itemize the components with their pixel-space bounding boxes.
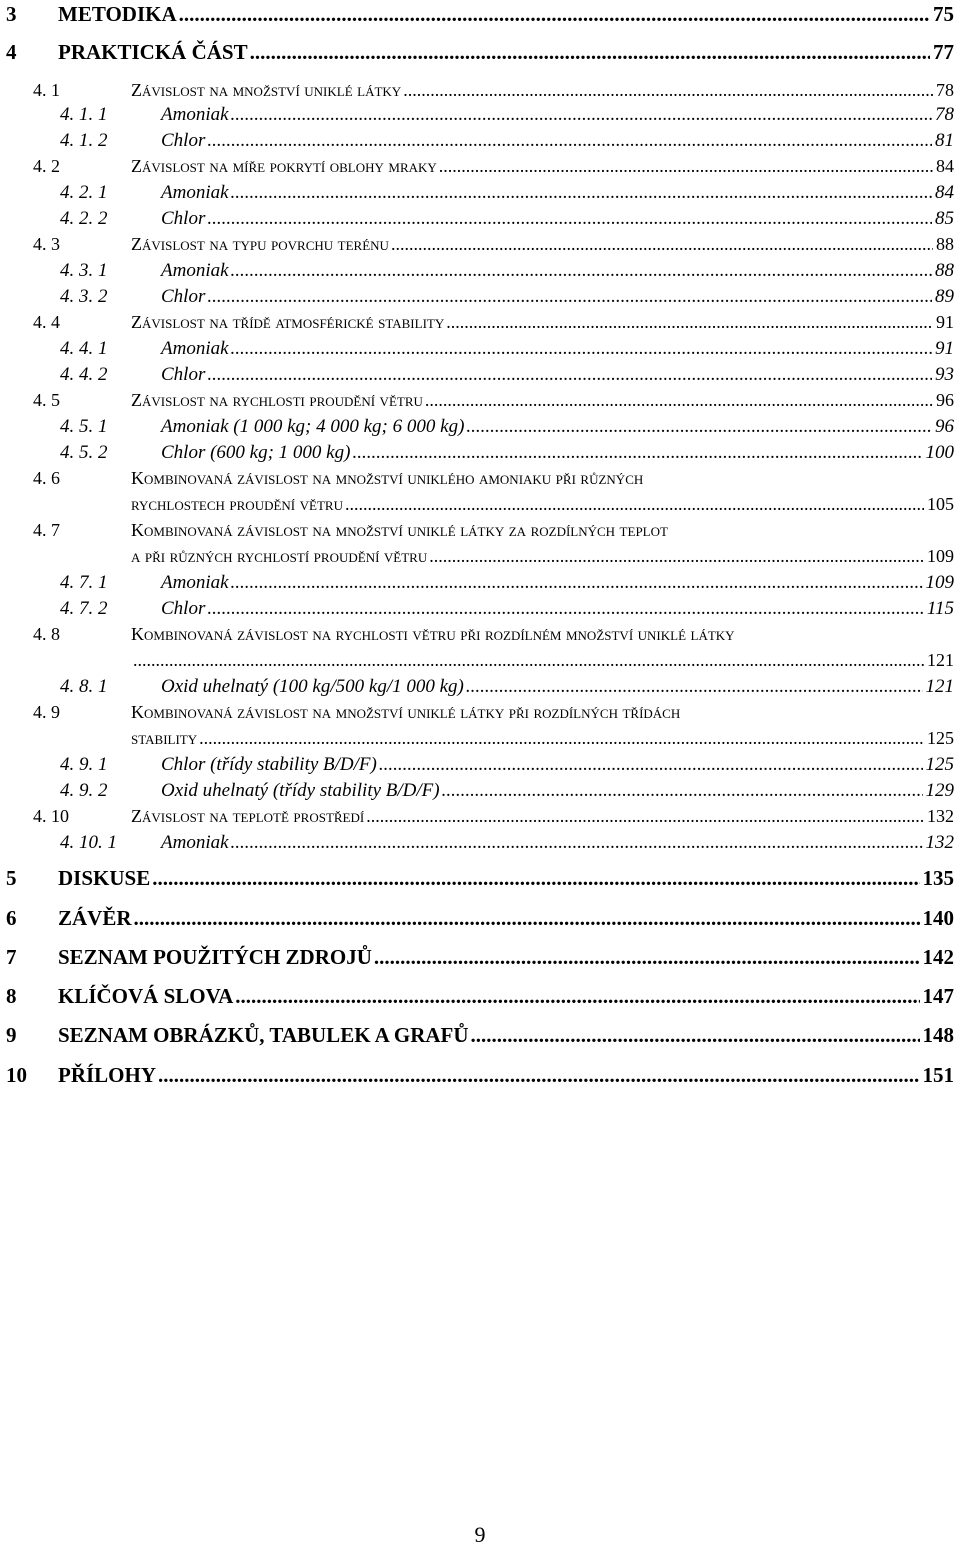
toc-entry-number: 7 bbox=[6, 945, 17, 969]
toc-entry-number: 4. 2 bbox=[33, 156, 60, 176]
dot-leader bbox=[466, 416, 932, 438]
toc-entry-title: Chlor bbox=[161, 208, 206, 229]
dot-leader bbox=[231, 260, 932, 282]
toc-entry-title: Závislost na teplotě prostředí bbox=[131, 806, 365, 826]
toc-entry[interactable] bbox=[0, 984, 960, 1014]
toc-entry-title: Závislost na míře pokrytí oblohy mraky bbox=[131, 156, 437, 176]
toc-entry-title: Amoniak (1 000 kg; 4 000 kg; 6 000 kg) bbox=[161, 416, 465, 437]
toc-entry-title: PŘÍLOHY bbox=[58, 1063, 157, 1087]
toc-entry-title: Amoniak bbox=[161, 260, 229, 281]
dot-leader bbox=[134, 906, 920, 931]
dot-leader bbox=[442, 780, 923, 802]
toc-entry-page: 109 bbox=[925, 572, 954, 593]
toc-entry-page: 105 bbox=[927, 494, 954, 514]
toc-entry-title: Amoniak bbox=[161, 572, 229, 593]
toc-entry-title: Amoniak bbox=[161, 338, 229, 359]
dot-leader bbox=[250, 40, 930, 65]
dot-leader bbox=[207, 130, 932, 152]
toc-entry-number: 4. 3. 2 bbox=[60, 286, 108, 307]
dot-leader bbox=[352, 442, 922, 464]
toc-entry[interactable] bbox=[0, 1023, 960, 1053]
toc-entry-title: Oxid uhelnatý (třídy stability B/D/F) bbox=[161, 780, 440, 801]
toc-entry-number: 4. 10. 1 bbox=[60, 832, 117, 853]
toc-entry-title: Chlor bbox=[161, 598, 206, 619]
toc-entry-page: 121 bbox=[925, 676, 954, 697]
toc-entry-title: Kombinovaná závislost na množství uniklé látky za rozdílných teplot bbox=[131, 520, 668, 540]
toc-entry-page: 78 bbox=[935, 104, 954, 125]
toc-entry-number: 9 bbox=[6, 1023, 17, 1047]
toc-entry-title: Závislost na množství uniklé látky bbox=[131, 80, 402, 100]
toc-entry-number: 4. 10 bbox=[33, 806, 69, 826]
toc-entry-number: 6 bbox=[6, 906, 17, 930]
toc-entry-page: 151 bbox=[922, 1063, 954, 1087]
toc-entry-page: 93 bbox=[935, 364, 954, 385]
toc-entry-page: 147 bbox=[922, 984, 954, 1008]
toc-entry-number: 4. 8. 1 bbox=[60, 676, 108, 697]
toc-entry-title: Chlor bbox=[161, 286, 206, 307]
toc-entry-page: 132 bbox=[925, 832, 954, 853]
toc-entry-number: 4 bbox=[6, 40, 17, 64]
dot-leader bbox=[231, 104, 932, 126]
toc-entry-page: 91 bbox=[936, 312, 954, 332]
toc-entry-title: a při různých rychlostí proudění větru bbox=[131, 546, 428, 566]
dot-leader bbox=[207, 208, 932, 230]
toc-entry-title: Kombinovaná závislost na množství uniklé látky při rozdílných třídách bbox=[131, 702, 681, 722]
dot-leader bbox=[235, 984, 919, 1009]
dot-leader bbox=[207, 598, 924, 620]
toc-entry-number: 4. 1 bbox=[33, 80, 60, 100]
toc-entry-number: 4. 8 bbox=[33, 624, 60, 644]
toc-entry[interactable] bbox=[0, 40, 960, 70]
toc-entry-number: 4. 4 bbox=[33, 312, 60, 332]
toc-entry-page: 125 bbox=[927, 728, 954, 748]
dot-leader bbox=[366, 806, 924, 827]
toc-entry-title: Kombinovaná závislost na rychlosti větru při rozdílném množství uniklé látky bbox=[131, 624, 735, 644]
toc-entry-number: 4. 4. 1 bbox=[60, 338, 108, 359]
dot-leader bbox=[439, 156, 933, 177]
toc-entry[interactable] bbox=[0, 832, 960, 862]
toc-entry-title: stability bbox=[131, 728, 198, 748]
toc-entry-page: 88 bbox=[935, 260, 954, 281]
page-number: 9 bbox=[474, 1522, 486, 1547]
dot-leader bbox=[403, 80, 933, 101]
toc-entry-title: Amoniak bbox=[161, 832, 229, 853]
dot-leader bbox=[471, 1023, 920, 1048]
dot-leader bbox=[199, 728, 924, 749]
toc-entry-page: 89 bbox=[935, 286, 954, 307]
dot-leader bbox=[207, 286, 932, 308]
toc-entry-number: 5 bbox=[6, 866, 17, 890]
toc-entry-page: 91 bbox=[935, 338, 954, 359]
toc-entry-title: Chlor bbox=[161, 364, 206, 385]
toc-entry-title: SEZNAM OBRÁZKŮ, TABULEK A GRAFŮ bbox=[58, 1023, 469, 1047]
toc-entry-page: 115 bbox=[926, 598, 954, 619]
toc-entry[interactable] bbox=[0, 2, 960, 32]
dot-leader bbox=[374, 945, 920, 970]
toc-entry-number: 4. 2. 2 bbox=[60, 208, 108, 229]
dot-leader bbox=[425, 390, 933, 411]
dot-leader bbox=[345, 494, 924, 515]
dot-leader bbox=[391, 234, 933, 255]
toc-entry-title: Závislost na typu povrchu terénu bbox=[131, 234, 389, 254]
dot-leader bbox=[466, 676, 923, 698]
toc-entry-page: 148 bbox=[922, 1023, 954, 1047]
toc-entry-title: PRAKTICKÁ ČÁST bbox=[58, 40, 248, 64]
toc-entry-title: SEZNAM POUŽITÝCH ZDROJŮ bbox=[58, 945, 372, 969]
dot-leader bbox=[446, 312, 933, 333]
toc-entry-page: 135 bbox=[922, 866, 954, 890]
dot-leader bbox=[231, 182, 932, 204]
toc-entry-title: rychlostech proudění větru bbox=[131, 494, 343, 514]
toc-entry-page: 84 bbox=[936, 156, 954, 176]
dot-leader bbox=[231, 572, 923, 594]
toc-entry-title: Amoniak bbox=[161, 182, 229, 203]
toc-entry-number: 4. 5. 1 bbox=[60, 416, 108, 437]
toc-entry-page: 132 bbox=[927, 806, 954, 826]
dot-leader bbox=[158, 1063, 919, 1088]
toc-entry-page: 78 bbox=[936, 80, 954, 100]
toc-entry-page: 75 bbox=[933, 2, 954, 26]
toc-entry-number: 4. 9. 2 bbox=[60, 780, 108, 801]
toc-entry-title: ZÁVĚR bbox=[58, 906, 132, 930]
toc-entry-number: 8 bbox=[6, 984, 17, 1008]
toc-entry-number: 10 bbox=[6, 1063, 27, 1087]
toc-entry-page: 96 bbox=[936, 390, 954, 410]
toc-entry[interactable] bbox=[0, 906, 960, 936]
toc-entry-title: Chlor (třídy stability B/D/F) bbox=[161, 754, 377, 775]
dot-leader bbox=[179, 2, 930, 27]
toc-entry-title: Amoniak bbox=[161, 104, 229, 125]
toc-entry-page: 109 bbox=[927, 546, 954, 566]
toc-entry-number: 4. 5. 2 bbox=[60, 442, 108, 463]
toc-entry-page: 125 bbox=[925, 754, 954, 775]
toc-entry-title: Kombinovaná závislost na množství uniklého amoniaku při různých bbox=[131, 468, 644, 488]
toc-entry-title: Závislost na třídě atmosférické stability bbox=[131, 312, 445, 332]
toc-entry-page: 84 bbox=[935, 182, 954, 203]
toc-entry[interactable] bbox=[0, 866, 960, 896]
toc-entry-page: 142 bbox=[922, 945, 954, 969]
toc-entry-number: 4. 6 bbox=[33, 468, 60, 488]
toc-entry-page: 121 bbox=[927, 650, 954, 670]
toc-entry-number: 4. 1. 2 bbox=[60, 130, 108, 151]
toc-entry-title: Oxid uhelnatý (100 kg/500 kg/1 000 kg) bbox=[161, 676, 464, 697]
dot-leader bbox=[152, 866, 919, 891]
toc-entry-number: 3 bbox=[6, 2, 17, 26]
toc-entry-number: 4. 1. 1 bbox=[60, 104, 108, 125]
toc-entry-title: METODIKA bbox=[58, 2, 177, 26]
dot-leader bbox=[231, 832, 923, 854]
toc-entry-number: 4. 3 bbox=[33, 234, 60, 254]
toc-entry-number: 4. 9. 1 bbox=[60, 754, 108, 775]
toc-entry-title: Závislost na rychlosti proudění větru bbox=[131, 390, 423, 410]
dot-leader bbox=[231, 338, 932, 360]
toc-entry-page: 85 bbox=[935, 208, 954, 229]
toc-entry-page: 77 bbox=[933, 40, 954, 64]
toc-entry-page: 100 bbox=[925, 442, 954, 463]
toc-entry-number: 4. 5 bbox=[33, 390, 60, 410]
toc-entry-number: 4. 4. 2 bbox=[60, 364, 108, 385]
toc-entry-page: 96 bbox=[935, 416, 954, 437]
dot-leader bbox=[379, 754, 923, 776]
toc-entry-number: 4. 7. 1 bbox=[60, 572, 108, 593]
toc-entry[interactable] bbox=[0, 945, 960, 975]
toc-entry-number: 4. 7 bbox=[33, 520, 60, 540]
dot-leader bbox=[207, 364, 932, 386]
toc-entry-number: 4. 3. 1 bbox=[60, 260, 108, 281]
toc-entry-page: 81 bbox=[935, 130, 954, 151]
toc-entry-title: Chlor bbox=[161, 130, 206, 151]
toc-entry-title: Chlor (600 kg; 1 000 kg) bbox=[161, 442, 351, 463]
dot-leader bbox=[429, 546, 924, 567]
toc-entry-number: 4. 2. 1 bbox=[60, 182, 108, 203]
toc-entry[interactable] bbox=[0, 1063, 960, 1093]
toc-entry-page: 129 bbox=[925, 780, 954, 801]
toc-entry-number: 4. 9 bbox=[33, 702, 60, 722]
toc-entry-number: 4. 7. 2 bbox=[60, 598, 108, 619]
toc-entry-page: 88 bbox=[936, 234, 954, 254]
toc-entry-page: 140 bbox=[922, 906, 954, 930]
toc-entry-title: DISKUSE bbox=[58, 866, 151, 890]
toc-entry-title: KLÍČOVÁ SLOVA bbox=[58, 984, 234, 1008]
dot-leader bbox=[133, 650, 924, 671]
